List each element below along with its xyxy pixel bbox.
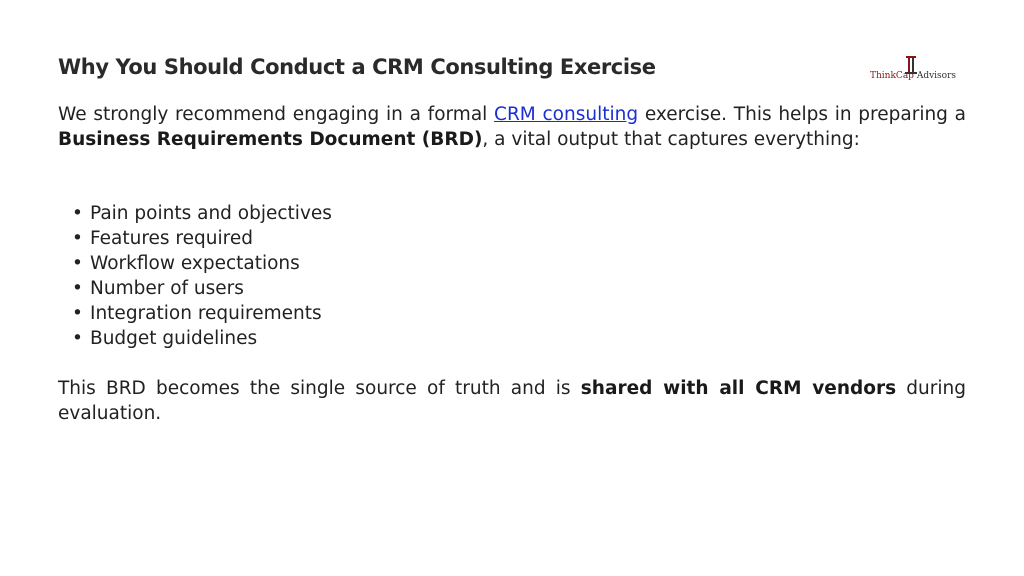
conclusion-paragraph	[58, 376, 966, 426]
intro-text-1: We strongly recommend engaging in a formal	[58, 104, 495, 125]
logo-advisors-text: Advisors	[913, 71, 956, 81]
slide-title: Why You Should Conduct a CRM Consulting Exercise	[58, 55, 656, 79]
list-item-text: Number of users	[90, 278, 244, 299]
list-item	[72, 251, 332, 276]
bullet-icon: •	[72, 303, 83, 324]
logo-wordmark	[858, 71, 968, 81]
intro-text-2: exercise. This helps in preparing a	[638, 104, 966, 125]
intro-paragraph	[58, 102, 966, 152]
list-item	[72, 226, 332, 251]
list-item-text: Pain points and objectives	[90, 203, 332, 224]
intro-text-3: , a vital output that captures everything:	[482, 129, 860, 150]
crm-consulting-link[interactable]: CRM consulting	[494, 104, 639, 125]
list-item	[72, 276, 332, 301]
thinkcap-advisors-logo	[858, 56, 968, 86]
list-item	[72, 326, 332, 351]
vendors-bold-text: shared with all CRM vendors	[580, 378, 897, 399]
requirements-list	[72, 201, 332, 351]
bullet-icon: •	[72, 203, 83, 224]
brd-bold-text: Business Requirements Document (BRD)	[58, 129, 483, 150]
list-item	[72, 301, 332, 326]
bullet-icon: •	[72, 228, 83, 249]
list-item-text: Integration requirements	[90, 303, 322, 324]
bullet-icon: •	[72, 278, 83, 299]
bullet-icon: •	[72, 328, 83, 349]
bullet-icon: •	[72, 253, 83, 274]
list-item-text: Features required	[90, 228, 253, 249]
conclusion-text-1: This BRD becomes the single source of truth and is	[58, 378, 581, 399]
list-item-text: Budget guidelines	[90, 328, 258, 349]
list-item-text: Workflow expectations	[90, 253, 300, 274]
list-item	[72, 201, 332, 226]
conclusion-text-2: during evaluation.	[58, 378, 966, 424]
logo-think-text: ThinkCap	[870, 71, 914, 81]
